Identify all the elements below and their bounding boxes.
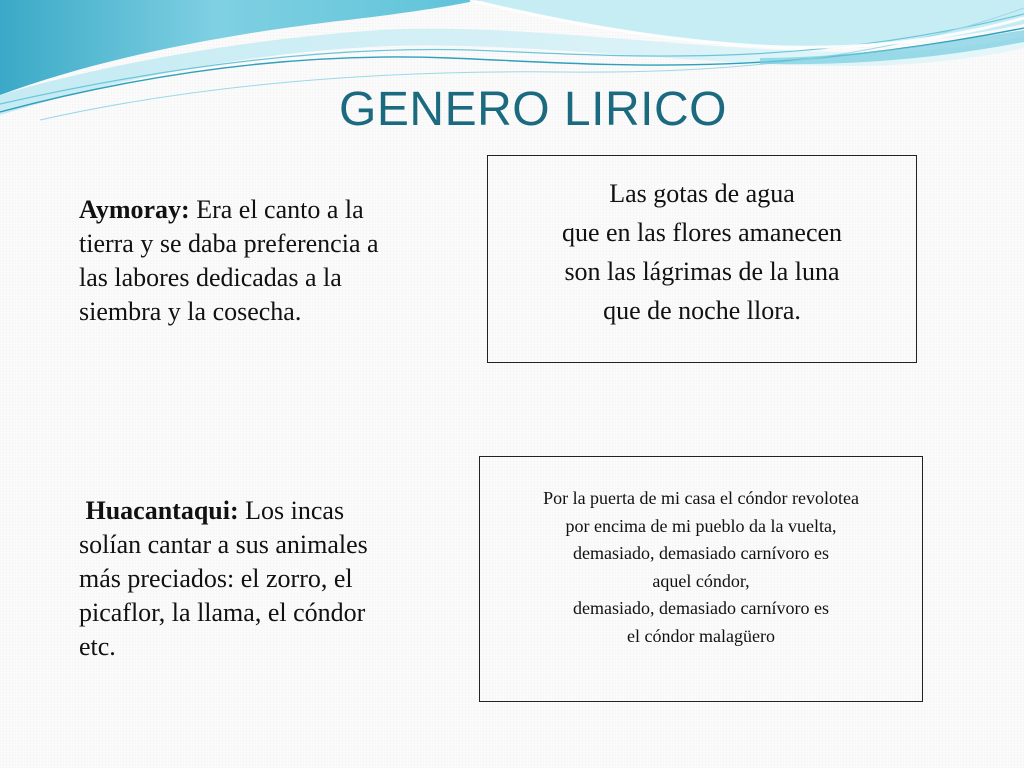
poem-1-line: que en las flores amanecen	[561, 218, 843, 247]
poem-1-line: que de noche llora.	[603, 296, 801, 325]
huacantaqui-paragraph	[79, 494, 399, 664]
aymoray-paragraph	[79, 193, 389, 329]
poem-2-line: demasiado, demasiado carnívoro es	[573, 598, 829, 618]
poem-2-line: el cóndor malagüero	[627, 625, 775, 646]
poem-2-line: Por la puerta de mi casa el cóndor revolotea	[543, 488, 859, 508]
poem-1-line: Las gotas de agua	[609, 179, 795, 208]
poem-1-line: son las lágrimas de la luna	[564, 257, 840, 286]
poem-2-line: por encima de mi pueblo da la vuelta,	[565, 515, 837, 536]
poem-2-line: demasiado, demasiado carnívoro es	[573, 543, 829, 563]
huacantaqui-description: Los incas solían cantar a sus animales más preciados: el zorro, el picaflor, la llama, el cóndor etc.	[79, 496, 368, 661]
poem-2-line: aquel cóndor,	[652, 570, 750, 591]
poem-box-1	[487, 155, 917, 363]
aymoray-term: Aymoray:	[79, 195, 190, 224]
poem-box-2	[479, 456, 923, 702]
huacantaqui-term: Huacantaqui:	[85, 496, 239, 525]
slide-title: GENERO LIRICO	[339, 83, 727, 136]
aymoray-description: Era el canto a la tierra y se daba preferencia a las labores dedicadas a la siembra y la cosecha.	[79, 195, 379, 326]
